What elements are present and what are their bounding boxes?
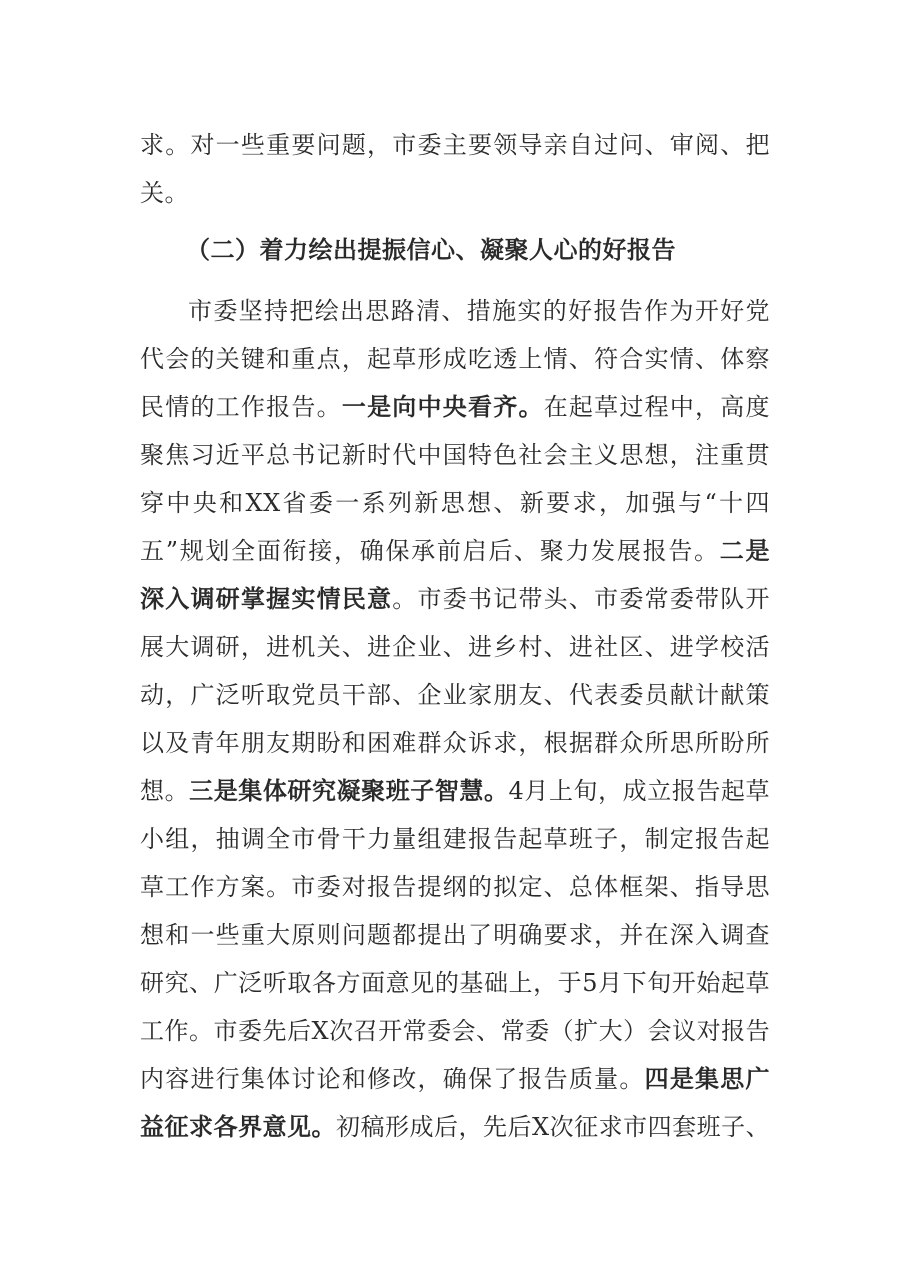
paragraph-line: 研究、广泛听取各方面意见的基础上，于5月下旬开始起草 [140,969,770,997]
paragraph-line: 深入调研掌握实情民意。市委书记带头、市委常委带队开 [140,584,771,613]
paragraph-line: 益征求各界意见。初稿形成后，先后X次征求市四套班子、 [140,1112,771,1141]
paragraph-line: 穿中央和XX省委一系列新思想、新要求，加强与“十四 [140,489,770,517]
paragraph-line: 想。三是集体研究凝聚班子智慧。4月上旬，成立报告起草 [140,776,771,805]
section-heading: （二）着力绘出提振信心、凝聚人心的好报告 [186,235,676,264]
paragraph-line: 内容进行集体讨论和修改，确保了报告质量。四是集思广 [140,1064,771,1093]
paragraph-line: 工作。市委先后X次召开常委会、常委（扩大）会议对报告 [140,1017,771,1045]
paragraph-line: 代会的关键和重点，起草形成吃透上情、符合实情、体察 [140,345,770,373]
paragraph-line: 聚焦习近平总书记新时代中国特色社会主义思想，注重贯 [140,441,770,469]
paragraph-line: 求。对一些重要问题，市委主要领导亲自过问、审阅、把 [140,131,770,159]
paragraph-line: 展大调研，进机关、进企业、进乡村、进社区、进学校活 [140,633,770,661]
bold-point-2-cont: 深入调研掌握实情民意 [140,584,393,613]
paragraph-line: 市委坚持把绘出思路清、措施实的好报告作为开好党 [188,297,770,325]
paragraph-line: 关。 [140,179,189,207]
paragraph-line: 草工作方案。市委对报告提纲的拟定、总体框架、指导思 [140,873,770,901]
bold-point-1: 一是向中央看齐。 [341,392,544,421]
paragraph-line: 五”规划全面衔接，确保承前启后、聚力发展报告。二是 [140,536,770,565]
bold-point-4: 四是集思广 [644,1064,771,1093]
paragraph-line: 小组，抽调全市骨干力量组建报告起草班子，制定报告起 [140,825,770,853]
bold-point-3: 三是集体研究凝聚班子智慧。 [189,776,509,805]
paragraph-line: 民情的工作报告。一是向中央看齐。在起草过程中，高度 [140,392,771,421]
paragraph-line: 以及青年朋友期盼和困难群众诉求，根据群众所思所盼所 [140,729,770,757]
bold-point-2: 二是 [719,536,770,565]
paragraph-line: 动，广泛听取党员干部、企业家朋友、代表委员献计献策 [140,681,770,709]
bold-point-4-cont: 益征求各界意见。 [140,1112,336,1141]
paragraph-line: 想和一些重大原则问题都提出了明确要求，并在深入调查 [140,921,770,949]
